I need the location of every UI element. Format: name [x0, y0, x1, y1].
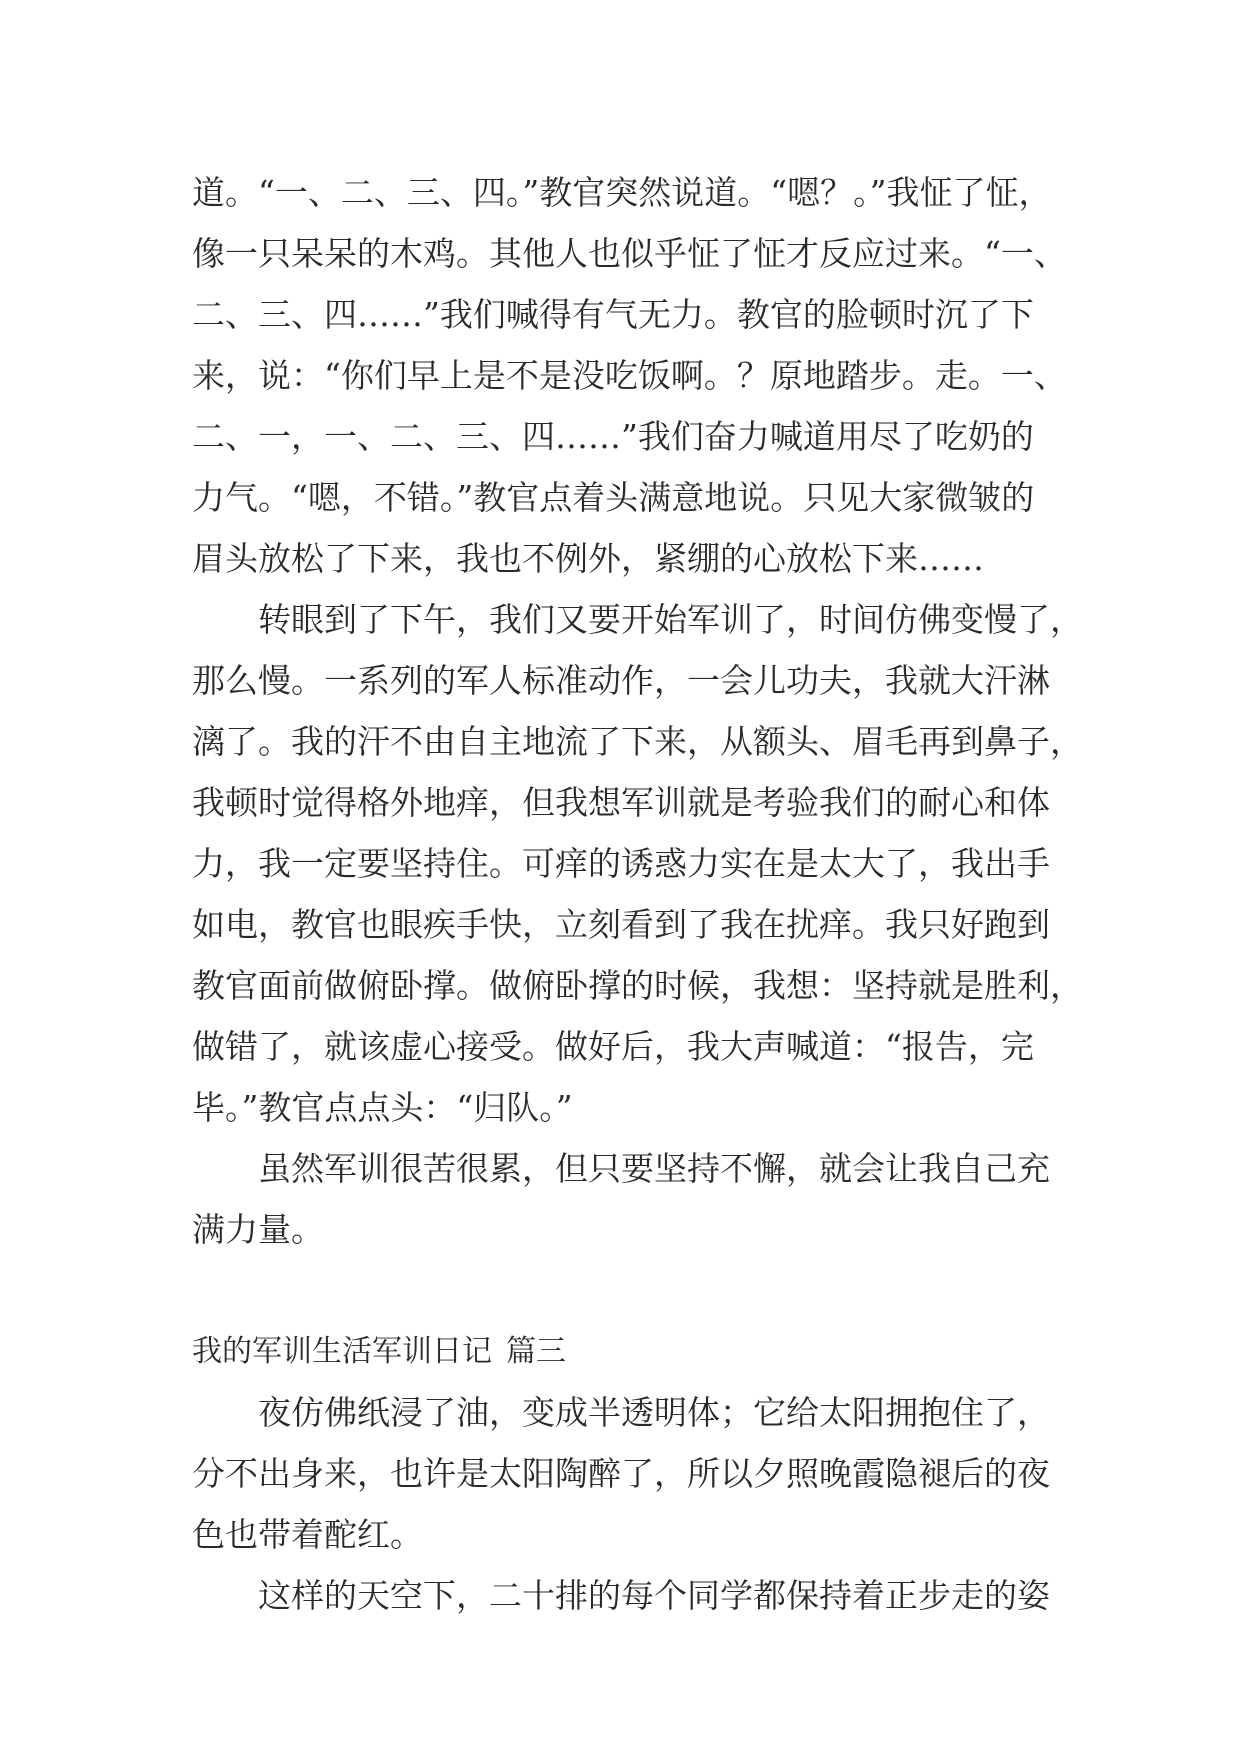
- text-line: 满力量。: [192, 1210, 324, 1249]
- text-line: 这样的天空下，二十排的每个同学都保持着正步走的姿: [258, 1576, 1050, 1615]
- text-line: 色也带着酡红。: [192, 1515, 423, 1554]
- text-line: 二、一，一、二、三、四……”我们奋力喊道用尽了吃奶的: [192, 417, 1034, 456]
- text-line: 力气。“嗯，不错。”教官点着头满意地说。只见大家微皱的: [192, 478, 1035, 517]
- text-line: 道。“一、二、三、四。”教官突然说道。“嗯？。”我怔了怔，: [192, 173, 1052, 212]
- text-line: 教官面前做俯卧撑。做俯卧撑的时候，我想：坚持就是胜利，: [192, 966, 1083, 1005]
- paragraph-night-sky: [192, 1382, 1072, 1565]
- text-line: 我顿时觉得格外地痒，但我想军训就是考验我们的耐心和体: [192, 783, 1050, 822]
- text-line: 转眼到了下午，我们又要开始军训了，时间仿佛变慢了，: [258, 600, 1083, 639]
- text-line: 像一只呆呆的木鸡。其他人也似乎怔了怔才反应过来。“一、: [192, 234, 1067, 273]
- text-line: 虽然军训很苦很累，但只要坚持不懈，就会让我自己充: [258, 1149, 1050, 1188]
- text-line: 毕。”教官点点头：“归队。”: [192, 1088, 573, 1127]
- text-line: 来，说：“你们早上是不是没吃饭啊。？原地踏步。走。一、: [192, 356, 1067, 395]
- paragraph-drill-morning: [192, 162, 1072, 589]
- text-line: 如电，教官也眼疾手快，立刻看到了我在扰痒。我只好跑到: [192, 905, 1050, 944]
- text-line: 做错了，就该虚心接受。做好后，我大声喊道：“报告，完: [192, 1027, 1034, 1066]
- text-line: 分不出身来，也许是太阳陶醉了，所以夕照晚霞隐褪后的夜: [192, 1454, 1050, 1493]
- text-line: 眉头放松了下来，我也不例外，紧绷的心放松下来……: [192, 539, 984, 578]
- paragraph-conclusion: [192, 1138, 1072, 1260]
- text-line: 二、三、四……”我们喊得有气无力。教官的脸顿时沉了下: [192, 295, 1034, 334]
- text-line: 那么慢。一系列的军人标准动作，一会儿功夫，我就大汗淋: [192, 661, 1050, 700]
- document-body: [192, 162, 1083, 1626]
- text-line: 漓了。我的汗不由自主地流了下来，从额头、眉毛再到鼻子，: [192, 722, 1083, 761]
- section-label: 篇三: [506, 1334, 566, 1369]
- paragraph-drill-afternoon: [192, 589, 1083, 1138]
- text-line: 力，我一定要坚持住。可痒的诱惑力实在是太大了，我出手: [192, 844, 1050, 883]
- section-title: 我的军训生活军训日记: [192, 1334, 492, 1369]
- section-heading: [192, 1321, 1072, 1382]
- text-line: 夜仿佛纸浸了油，变成半透明体；它给太阳拥抱住了，: [258, 1393, 1050, 1432]
- paragraph-marching: [192, 1565, 1072, 1626]
